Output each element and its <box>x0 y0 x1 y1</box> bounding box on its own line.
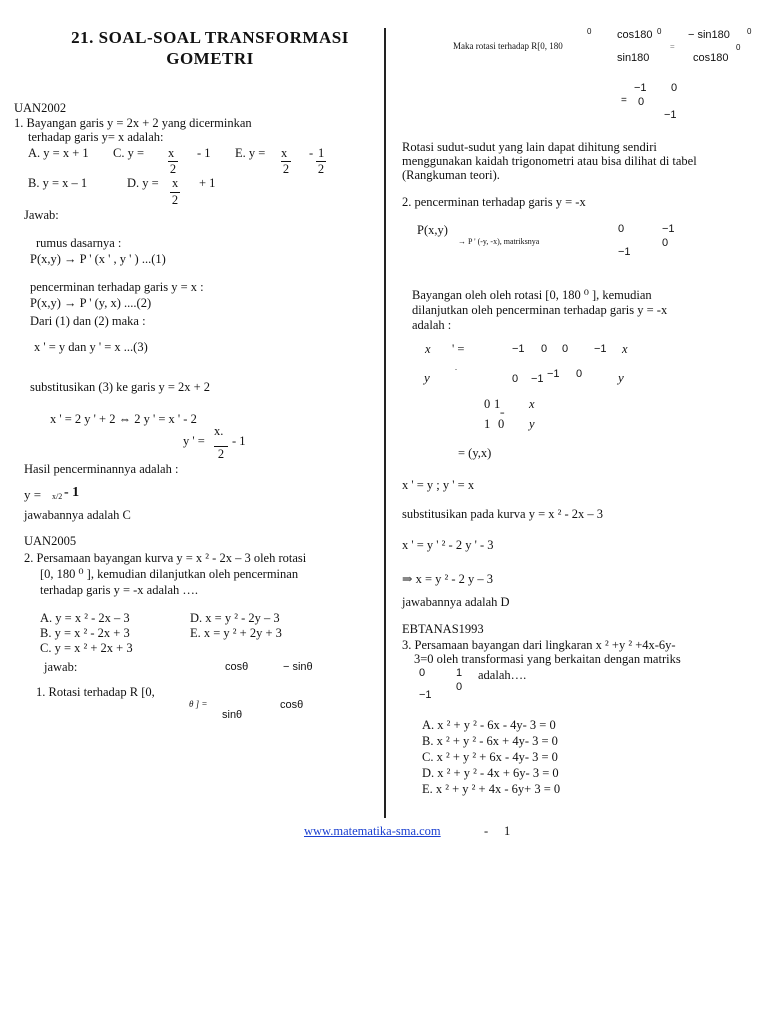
m-minus-sin180: − sin180 <box>688 29 730 41</box>
q1-option-e-label: E. y = <box>235 146 266 160</box>
page-number: 1 <box>504 824 511 838</box>
refl-m11: 0 <box>618 223 625 235</box>
m-cos180: cos180 <box>617 29 653 41</box>
equation-4: x ' = 2 y ' + 2 ⇔ 2 y ' = x ' - 2 <box>50 412 197 426</box>
prod-a: −1 <box>512 343 525 355</box>
matrix-cos-theta: cosθ <box>225 661 249 673</box>
degree-mark-2: 0 <box>747 27 752 36</box>
refl-m21: −1 <box>618 246 631 258</box>
q2-option-c: C. y = x ² + 2x + 3 <box>40 641 133 655</box>
bayangan-text-3: adalah : <box>412 318 452 332</box>
q3-text-1: 3. Persamaan bayangan dari lingkaran x ² +y ² +4x-6y- <box>402 638 676 652</box>
perm-12: 1 <box>494 397 501 411</box>
m-cos180-b: cos180 <box>693 52 729 64</box>
q1-option-a: A. y = x + 1 <box>28 146 89 160</box>
perm-21: 1 <box>484 417 491 431</box>
q2-text-2: [0, 180 ⁰ ], kemudian dilanjutkan oleh pencerminan <box>40 567 299 581</box>
step2-label: 2. pencerminan terhadap garis y = -x <box>402 195 586 209</box>
prod-y: y <box>618 370 624 385</box>
q1-option-d-den: 2 <box>171 193 179 207</box>
prod-h: −1 <box>547 368 560 380</box>
q1-text-2: terhadap garis y= x adalah: <box>28 130 164 144</box>
matrix-cos-theta-2: cosθ <box>280 699 304 711</box>
q1-option-e-num2: 1 <box>318 146 325 160</box>
q1-option-c-den: 2 <box>169 162 177 176</box>
q2-text-3: terhadap garis y = -x adalah …. <box>40 583 199 597</box>
perm-y: y <box>529 417 535 431</box>
q3-text-2: 3=0 oleh transformasi yang berkaitan dengan matriks <box>414 652 681 666</box>
xy-prime-result: x ' = y ; y ' = x <box>402 478 475 492</box>
matrix-minus-sin-theta: − sinθ <box>283 661 313 673</box>
q1-option-b: B. y = x – 1 <box>28 176 88 190</box>
theta-equals: θ ] = <box>189 699 208 709</box>
equation-5-den: 2 <box>214 446 228 461</box>
equals-sign: = <box>670 42 675 51</box>
prod-g: −1 <box>531 373 544 385</box>
m-sin180: sin180 <box>617 52 650 64</box>
refl-m22: 0 <box>662 237 669 249</box>
q3-option-a: A. x ² + y ² - 6x - 4y- 3 = 0 <box>422 718 556 732</box>
footer-separator: - <box>484 824 489 838</box>
q1-option-e-num: x <box>281 146 288 160</box>
prod-b: 0 <box>541 343 548 355</box>
jawab-label: Jawab: <box>24 208 59 222</box>
hasil-label: Hasil pencerminannya adalah : <box>24 462 179 476</box>
q1-option-d-num: x <box>172 176 179 190</box>
perm-x: x <box>529 397 535 411</box>
bayangan-text-2: dilanjutkan oleh pencerminan terhadap garis y = -x <box>412 303 668 317</box>
dari-label: Dari (1) dan (2) maka : <box>30 314 146 328</box>
equation-3: x ' = y dan y ' = x ...(3) <box>34 340 148 354</box>
q1-option-d-label: D. y = <box>127 176 159 190</box>
q2-option-d: D. x = y ² - 2y – 3 <box>190 611 280 625</box>
q3-option-c: C. x ² + y ² + 6x - 4y- 3 = 0 <box>422 750 558 764</box>
x-prime-equals: ' = <box>452 342 465 356</box>
q3-option-d: D. x ² + y ² - 4x + 6y- 3 = 0 <box>422 766 559 780</box>
reflection-arrow-label: → P ' (-y, -x), matriksnya <box>458 237 540 246</box>
equation-5-label: y ' = <box>183 434 205 448</box>
jawab2-label: jawab: <box>44 660 78 674</box>
q1-option-e-den2: 2 <box>317 162 325 176</box>
q1-text-1: 1. Bayangan garis y = 2x + 2 yang dicerminkan <box>14 116 252 130</box>
q3-m12: 1 <box>456 667 463 679</box>
var-x: x <box>425 342 431 356</box>
q1-option-c-num: x <box>168 146 175 160</box>
prod-x: x <box>622 342 628 356</box>
q3-adalah: adalah…. <box>478 668 527 682</box>
q2-option-e: E. x = y ² + 2y + 3 <box>190 626 282 640</box>
degree-mark-1: 0 <box>657 27 662 36</box>
answer-2: jawabannya adalah D <box>402 595 510 609</box>
result-eq: = <box>621 95 627 106</box>
footer-site-link[interactable]: www.matematika-sma.com <box>304 824 441 838</box>
q3-source: EBTANAS1993 <box>402 622 484 636</box>
q2-option-b: B. y = x ² - 2x + 3 <box>40 626 130 640</box>
degree-mark: 0 <box>587 27 592 36</box>
rotasi-label: 1. Rotasi terhadap R [0, <box>36 685 155 699</box>
perm-11: 0 <box>484 397 491 411</box>
result-m11: −1 <box>634 82 647 94</box>
result-m12: 0 <box>671 82 678 94</box>
page-title-line2: GOMETRI <box>166 49 254 68</box>
equation-2: P(x,y) → P ' (y, x) ....(2) <box>30 296 152 310</box>
pencerminan-label: pencerminan terhadap garis y = x : <box>30 280 204 294</box>
refl-m12: −1 <box>662 223 675 235</box>
answer-1: jawabannya adalah C <box>24 508 131 522</box>
equation-5-rest: - 1 <box>232 434 246 448</box>
rotation-matrix-label: Maka rotasi terhadap R[0, 180 <box>453 41 563 51</box>
var-y: y <box>424 370 430 385</box>
q1-option-e-minus: - <box>309 146 314 160</box>
q2-option-a: A. y = x ² - 2x – 3 <box>40 611 130 625</box>
result-prefix: y = <box>24 487 42 502</box>
result-m22: −1 <box>664 109 677 121</box>
bayangan-text-1: Bayangan oleh oleh rotasi [0, 180 ⁰ ], kemudian <box>412 288 652 302</box>
equation-5-num: x. <box>214 424 224 438</box>
substitusi-label: substitusikan (3) ke garis y = 2x + 2 <box>30 380 211 394</box>
q1-source: UAN2002 <box>14 101 67 115</box>
matrix-sin-theta: sinθ <box>222 709 243 721</box>
q1-option-c-rest: - 1 <box>197 146 211 160</box>
q1-option-c-label: C. y = <box>113 146 145 160</box>
prod-d: −1 <box>594 343 607 355</box>
result-suffix: - 1 <box>64 485 80 500</box>
equation-final: ⇒ x = y ² - 2 y – 3 <box>402 572 494 586</box>
q1-option-d-rest: + 1 <box>199 176 216 190</box>
rotasi-text-2: menggunakan kaidah trigonometri atau bisa dilihat di tabel <box>402 154 697 168</box>
column-divider <box>384 28 386 818</box>
rotasi-text-1: Rotasi sudut-sudut yang lain dapat dihitung sendiri <box>402 140 657 154</box>
perm-22: 0 <box>498 417 505 431</box>
rumus-label: rumus dasarnya : <box>36 236 122 250</box>
q3-m11: 0 <box>419 667 426 679</box>
q3-option-b: B. x ² + y ² - 6x + 4y- 3 = 0 <box>422 734 558 748</box>
substitusi-kurva: substitusikan pada kurva y = x ² - 2x – 3 <box>402 507 604 521</box>
degree-mark-3: 0 <box>736 43 741 52</box>
q3-m22: 0 <box>456 681 463 693</box>
q1-option-e-den: 2 <box>282 162 290 176</box>
dot-mark: . <box>455 363 457 372</box>
result-fraction: x/2 <box>52 492 63 501</box>
equation-1: P(x,y) → P ' (x ' , y ' ) ...(1) <box>30 252 166 266</box>
prod-c: 0 <box>562 343 569 355</box>
perm-eq: = <box>500 409 505 418</box>
prod-i: 0 <box>576 368 583 380</box>
q3-m21: −1 <box>419 689 432 701</box>
q2-source: UAN2005 <box>24 534 77 548</box>
page-title: 21. SOAL-SOAL TRANSFORMASI <box>71 28 349 47</box>
equation-xp: x ' = y ' ² - 2 y ' - 3 <box>402 538 494 552</box>
yx-result: = (y,x) <box>458 446 492 460</box>
result-m21: 0 <box>638 96 645 108</box>
pxy-label: P(x,y) <box>417 223 448 237</box>
prod-f: 0 <box>512 373 519 385</box>
q2-text-1: 2. Persamaan bayangan kurva y = x ² - 2x – 3 oleh rotasi <box>24 551 307 565</box>
rotasi-text-3: (Rangkuman teori). <box>402 168 500 182</box>
q3-option-e: E. x ² + y ² + 4x - 6y+ 3 = 0 <box>422 782 561 796</box>
